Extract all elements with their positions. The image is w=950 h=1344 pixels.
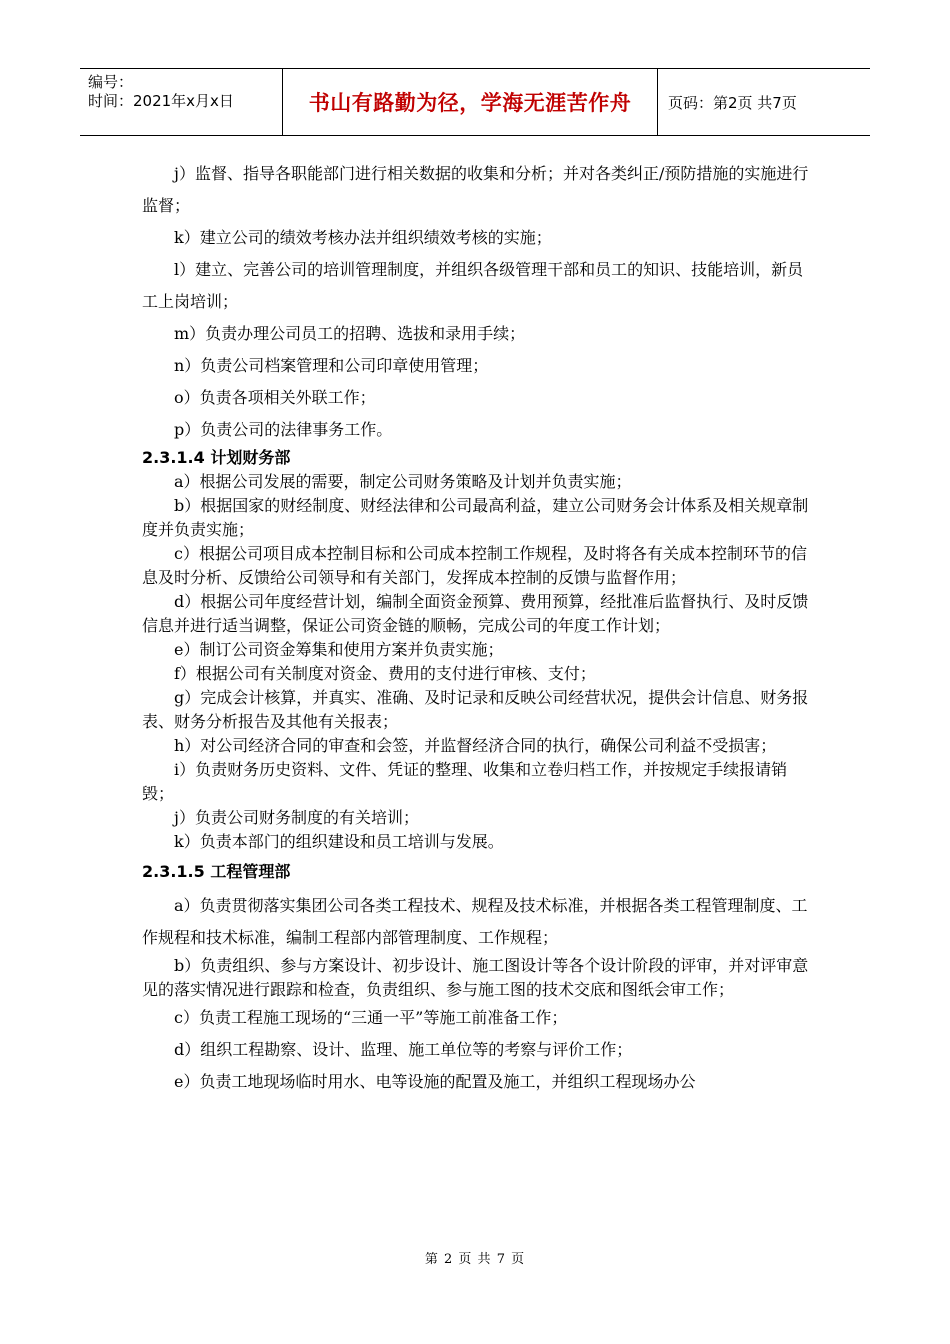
header-motto: 书山有路勤为径，学海无涯苦作舟 [283, 69, 658, 135]
paragraph: d）根据公司年度经营计划，编制全面资金预算、费用预算，经批准后监督执行、及时反馈信息并进行适当调整，保证公司资金链的顺畅，完成公司的年度工作计划； [142, 592, 809, 635]
paragraph: j）负责公司财务制度的有关培训； [174, 808, 419, 827]
paragraph: j）监督、指导各职能部门进行相关数据的收集和分析；并对各类纠正/预防措施的实施进行监督； [142, 164, 809, 215]
paragraph: b）负责组织、参与方案设计、初步设计、施工图设计等各个设计阶段的评审，并对评审意见的落实情况进行跟踪和检查，负责组织、参与施工图的技术交底和图纸会审工作； [142, 956, 809, 999]
paragraph: o）负责各项相关外联工作； [174, 388, 376, 407]
paragraph: a）负责贯彻落实集团公司各类工程技术、规程及技术标准，并根据各类工程管理制度、工作规程和技术标准，编制工程部内部管理制度、工作规程； [142, 896, 808, 947]
paragraph: e）制订公司资金筹集和使用方案并负责实施； [174, 640, 504, 659]
page-footer: 第 2 页 共 7 页 [424, 1252, 526, 1267]
paragraph: f）根据公司有关制度对资金、费用的支付进行审核、支付； [174, 664, 596, 683]
header-meta [80, 69, 283, 135]
paragraph: k）建立公司的绩效考核办法并组织绩效考核的实施； [174, 228, 552, 247]
document-number-label: 编号： [88, 73, 134, 91]
document-date-label: 时间：2021年x月x日 [88, 92, 234, 110]
paragraph: h）对公司经济合同的审查和会签，并监督经济合同的执行，确保公司利益不受损害； [174, 736, 777, 755]
header-page-info: 页码：第2页 共7页 [668, 93, 797, 112]
paragraph: m）负责办理公司员工的招聘、选拔和录用手续； [174, 324, 526, 343]
paragraph: d）组织工程勘察、设计、监理、施工单位等的考察与评价工作； [174, 1040, 633, 1059]
paragraph: a）根据公司发展的需要，制定公司财务策略及计划并负责实施； [174, 472, 632, 491]
paragraph: l）建立、完善公司的培训管理制度，并组织各级管理干部和员工的知识、技能培训，新员工上岗培训； [142, 260, 804, 311]
paragraph: c）负责工程施工现场的“三通一平”等施工前准备工作； [174, 1008, 568, 1027]
section-heading-engineering: 2.3.1.5 工程管理部 [142, 862, 291, 881]
paragraph: b）根据国家的财经制度、财经法律和公司最高利益，建立公司财务会计体系及相关规章制度并负责实施； [142, 496, 809, 539]
paragraph: i）负责财务历史资料、文件、凭证的整理、收集和立卷归档工作，并按规定手续报请销毁； [142, 760, 788, 803]
paragraph: p）负责公司的法律事务工作。 [174, 420, 393, 439]
paragraph: n）负责公司档案管理和公司印章使用管理； [174, 356, 489, 375]
document-body [142, 158, 810, 1098]
paragraph: e）负责工地现场临时用水、电等设施的配置及施工，并组织工程现场办公 [174, 1072, 696, 1091]
paragraph: c）根据公司项目成本控制目标和公司成本控制工作规程，及时将各有关成本控制环节的信息及时分析、反馈给公司领导和有关部门，发挥成本控制的反馈与监督作用； [142, 544, 807, 587]
paragraph: g）完成会计核算，并真实、准确、及时记录和反映公司经营状况，提供会计信息、财务报表、财务分析报告及其他有关报表； [142, 688, 809, 731]
document-header [80, 68, 870, 136]
paragraph: k）负责本部门的组织建设和员工培训与发展。 [174, 832, 504, 851]
section-heading-finance: 2.3.1.4 计划财务部 [142, 448, 291, 467]
